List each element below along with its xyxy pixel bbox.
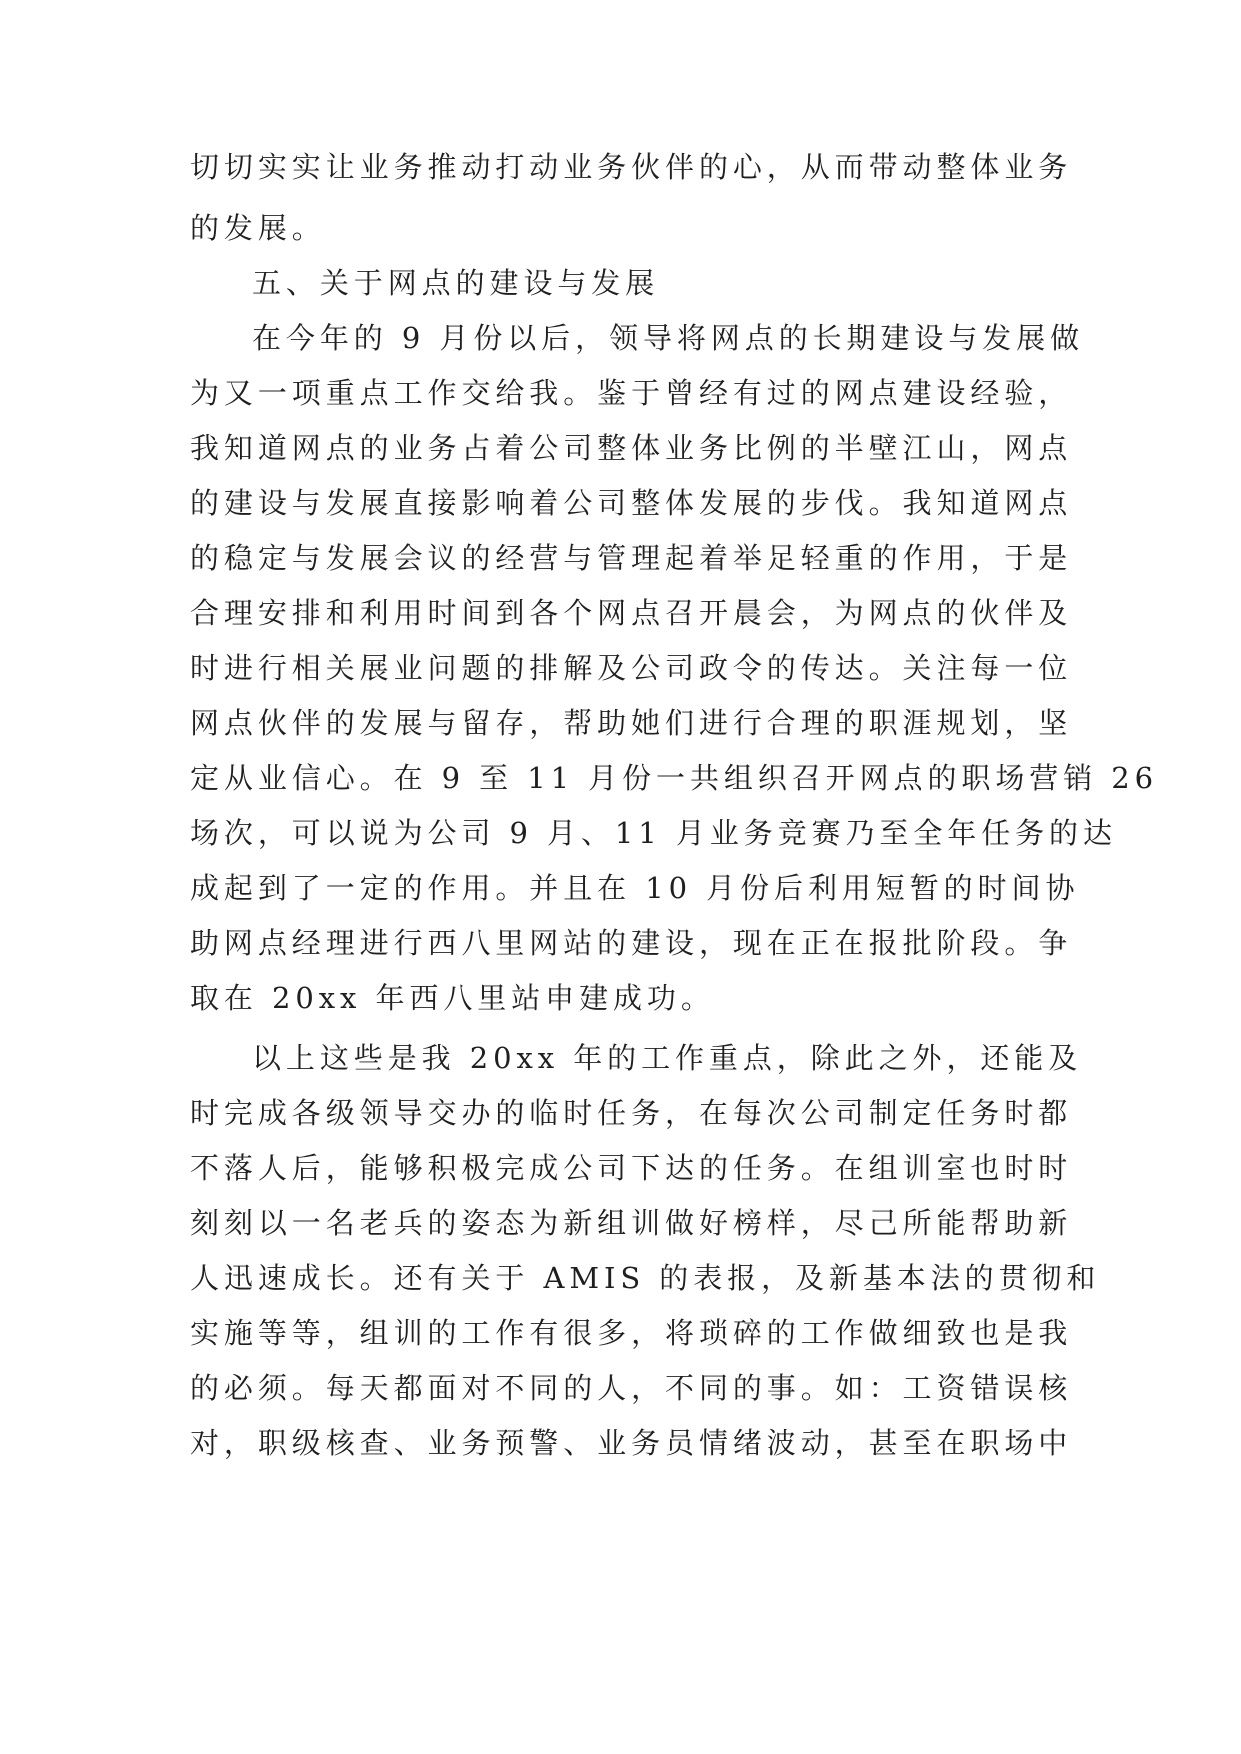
text-line: 实施等等，组训的工作有很多，将琐碎的工作做细致也是我 (190, 1316, 1073, 1350)
text-line: 定从业信心。在 9 至 11 月份一共组织召开网点的职场营销 26 (190, 761, 1159, 795)
paragraph-start: 在今年的 9 月份以后，领导将网点的长期建设与发展做 (252, 321, 1085, 355)
text-line: 时进行相关展业问题的排解及公司政令的传达。关注每一位 (190, 651, 1073, 685)
text-line: 的建设与发展直接影响着公司整体发展的步伐。我知道网点 (190, 486, 1073, 520)
text-line: 人迅速成长。还有关于 AMIS 的表报，及新基本法的贯彻和 (190, 1261, 1101, 1295)
paragraph-start: 以上这些是我 20xx 年的工作重点，除此之外，还能及 (252, 1041, 1083, 1075)
text-line: 时完成各级领导交办的临时任务，在每次公司制定任务时都 (190, 1096, 1073, 1130)
text-line: 切切实实让业务推动打动业务伙伴的心，从而带动整体业务 (190, 150, 1073, 184)
text-line: 的必须。每天都面对不同的人，不同的事。如：工资错误核 (190, 1371, 1073, 1405)
text-line: 我知道网点的业务占着公司整体业务比例的半壁江山，网点 (190, 431, 1073, 465)
text-line: 对，职级核查、业务预警、业务员情绪波动，甚至在职场中 (190, 1426, 1073, 1460)
text-line: 的稳定与发展会议的经营与管理起着举足轻重的作用，于是 (190, 541, 1073, 575)
text-line: 的发展。 (190, 211, 326, 245)
text-line: 网点伙伴的发展与留存，帮助她们进行合理的职涯规划，坚 (190, 706, 1073, 740)
text-line: 为又一项重点工作交给我。鉴于曾经有过的网点建设经验， (190, 376, 1073, 410)
text-line: 助网点经理进行西八里网站的建设，现在正在报批阶段。争 (190, 926, 1073, 960)
text-line: 成起到了一定的作用。并且在 10 月份后利用短暂的时间协 (190, 871, 1080, 905)
text-line: 场次，可以说为公司 9 月、11 月业务竞赛乃至全年任务的达 (190, 816, 1117, 850)
text-line: 合理安排和利用时间到各个网点召开晨会，为网点的伙伴及 (190, 596, 1073, 630)
text-line: 取在 20xx 年西八里站申建成功。 (190, 981, 715, 1015)
text-line: 刻刻以一名老兵的姿态为新组训做好榜样，尽己所能帮助新 (190, 1206, 1073, 1240)
section-heading: 五、关于网点的建设与发展 (252, 266, 660, 300)
text-line: 不落人后，能够积极完成公司下达的任务。在组训室也时时 (190, 1151, 1073, 1185)
